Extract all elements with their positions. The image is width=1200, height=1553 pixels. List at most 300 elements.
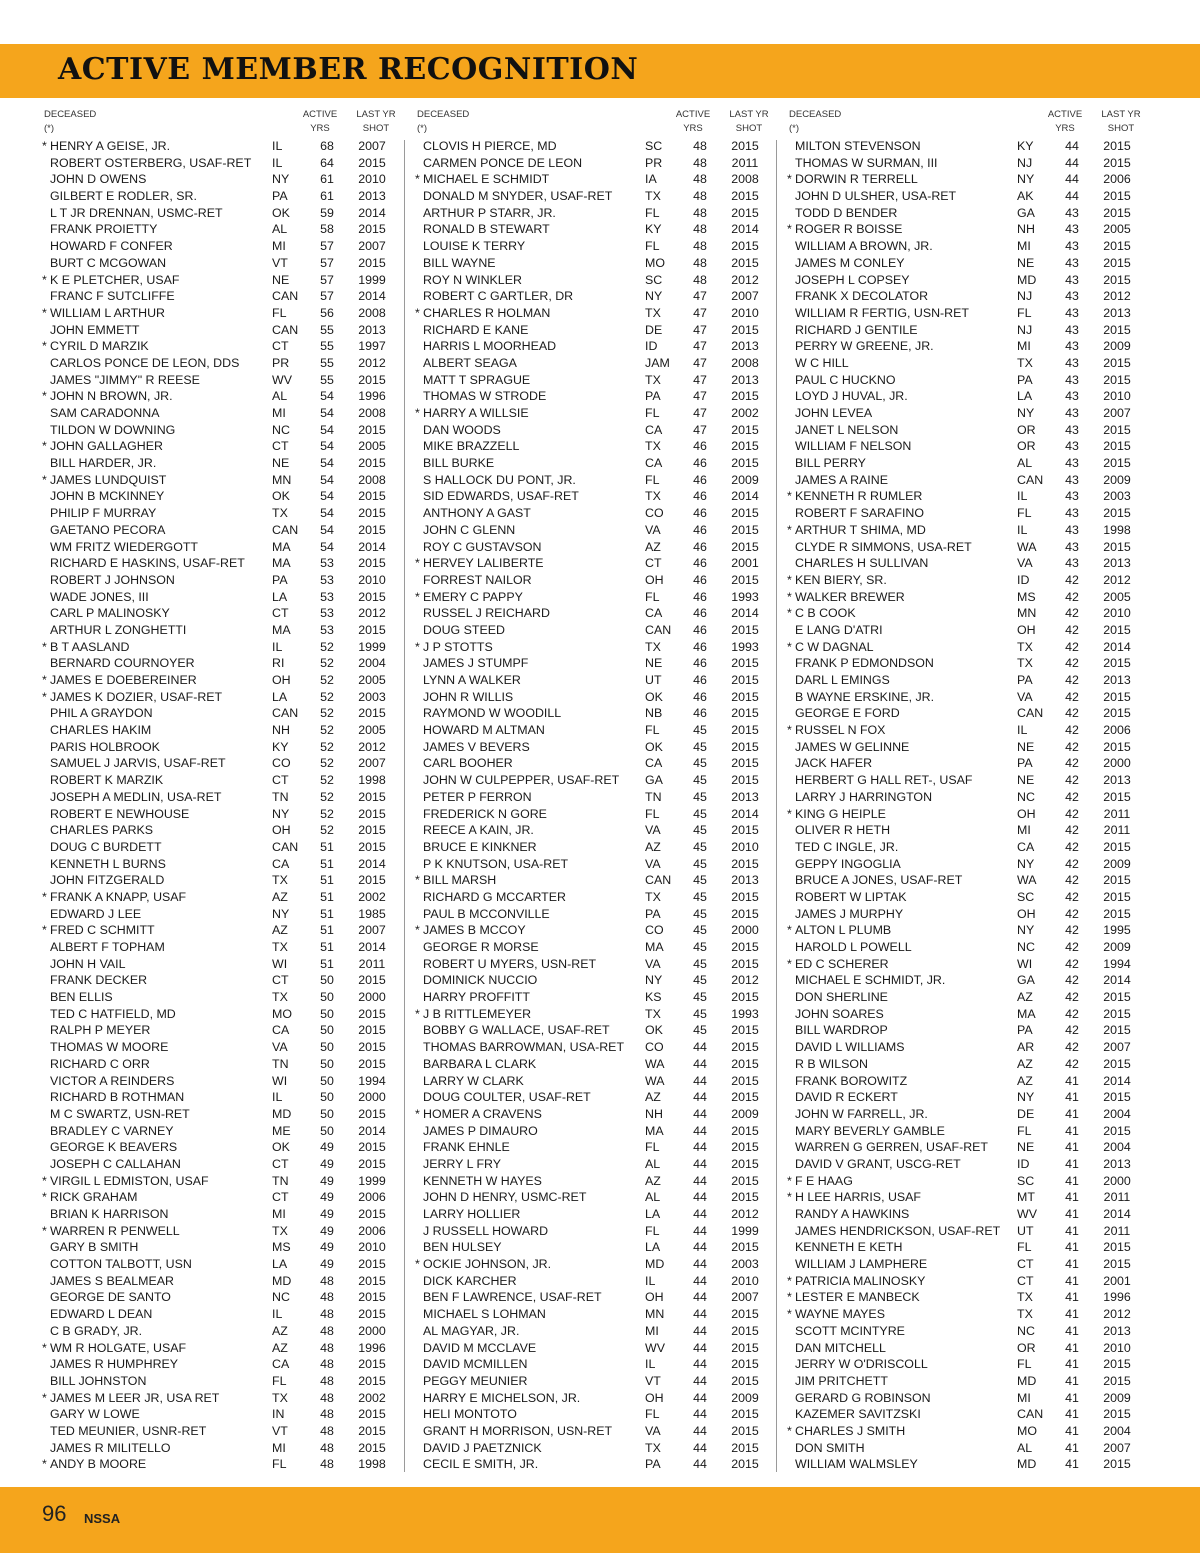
member-name: DAVID V GRANT, USCG-RET — [795, 1156, 961, 1171]
active-years: 46 — [693, 489, 707, 504]
member-state: OH — [1017, 806, 1036, 821]
table-row — [42, 822, 394, 839]
member-state: CA — [645, 756, 663, 771]
table-row — [42, 639, 394, 656]
column-divider — [404, 140, 405, 1472]
active-years: 54 — [320, 539, 334, 554]
member-state: GA — [1017, 973, 1035, 988]
member-name: FRANK BOROWITZ — [795, 1073, 908, 1088]
table-row — [415, 922, 767, 939]
table-row — [415, 1340, 767, 1357]
active-years: 45 — [693, 723, 707, 738]
member-state: CA — [1017, 839, 1035, 854]
active-years: 43 — [1065, 522, 1079, 537]
last-year-shot: 2012 — [358, 739, 386, 754]
table-row — [415, 705, 767, 722]
table-row — [787, 856, 1139, 873]
table-row — [42, 455, 394, 472]
active-years: 42 — [1065, 689, 1079, 704]
deceased-mark: * — [787, 489, 792, 504]
member-state: LA — [1017, 389, 1033, 404]
member-name: DORWIN R TERRELL — [795, 172, 918, 187]
member-name: THOMAS W SURMAN, III — [795, 155, 938, 170]
member-state: PA — [1017, 1023, 1033, 1038]
member-state: NY — [645, 973, 663, 988]
member-name: WILLIAM F NELSON — [795, 439, 912, 454]
member-name: THOMAS W STRODE — [423, 389, 547, 404]
table-row — [42, 1306, 394, 1323]
active-years: 41 — [1065, 1073, 1079, 1088]
member-name: RANDY A HAWKINS — [795, 1207, 910, 1221]
table-row — [415, 288, 767, 305]
member-name: JOHN W CULPEPPER, USAF-RET — [423, 773, 620, 788]
last-year-shot: 2014 — [1103, 1073, 1131, 1088]
last-year-shot: 2015 — [1103, 239, 1131, 254]
table-row — [787, 1406, 1139, 1423]
active-years: 44 — [693, 1040, 707, 1055]
member-name: RICHARD G MCCARTER — [423, 889, 566, 904]
member-state: NY — [1017, 172, 1035, 187]
active-years: 42 — [1065, 856, 1079, 871]
member-name: J P STOTTS — [423, 639, 493, 654]
last-year-shot: 2012 — [1103, 1307, 1131, 1322]
member-name: BILL BURKE — [423, 456, 495, 471]
active-years: 46 — [693, 522, 707, 537]
member-name: HELI MONTOTO — [423, 1407, 517, 1422]
active-years: 45 — [693, 990, 707, 1005]
active-years: 44 — [1065, 172, 1079, 187]
last-year-shot: 2015 — [1103, 656, 1131, 671]
member-state: KY — [272, 739, 289, 754]
last-year-shot: 2015 — [731, 656, 759, 671]
active-years: 50 — [320, 1056, 334, 1071]
last-year-shot: 2002 — [358, 889, 386, 904]
header-deceased: DECEASED — [44, 109, 97, 120]
last-year-shot: 2005 — [358, 673, 386, 687]
member-name: WM FRITZ WIEDERGOTT — [50, 539, 198, 554]
active-years: 61 — [320, 172, 334, 187]
last-year-shot: 2013 — [1103, 305, 1131, 320]
member-name: DON SHERLINE — [795, 990, 888, 1005]
member-name: OLIVER R HETH — [795, 823, 891, 838]
table-row — [787, 655, 1139, 672]
member-state: TX — [272, 873, 288, 888]
member-name: JOHN FITZGERALD — [50, 873, 165, 888]
last-year-shot: 1996 — [358, 1340, 386, 1355]
member-name: PATRICIA MALINOSKY — [795, 1273, 926, 1288]
table-row — [42, 672, 394, 689]
last-year-shot: 2015 — [731, 422, 759, 437]
last-year-shot: 1993 — [731, 589, 759, 604]
last-year-shot: 2015 — [358, 1207, 386, 1221]
member-name: DAN WOODS — [423, 422, 501, 437]
member-state: CT — [272, 1190, 289, 1205]
member-state: VT — [645, 1373, 661, 1388]
active-years: 42 — [1065, 773, 1079, 788]
member-name: CHARLES PARKS — [50, 823, 154, 838]
active-years: 48 — [320, 1290, 334, 1305]
table-row — [787, 956, 1139, 973]
member-name: JAMES LUNDQUIST — [50, 472, 167, 487]
table-row — [415, 388, 767, 405]
table-row — [415, 1156, 767, 1173]
member-state: CO — [645, 1040, 664, 1055]
member-name: ALBERT F TOPHAM — [50, 940, 165, 954]
member-state: AZ — [1017, 1073, 1033, 1088]
member-name: HARRY PROFFITT — [423, 990, 530, 1005]
deceased-mark: * — [415, 556, 420, 571]
member-name: JOHN EMMETT — [50, 322, 140, 337]
last-year-shot: 2015 — [731, 539, 759, 554]
deceased-mark: * — [415, 172, 420, 187]
member-state: FL — [645, 1223, 660, 1238]
last-year-shot: 2012 — [358, 355, 386, 370]
active-years: 46 — [693, 656, 707, 671]
member-state: AR — [1017, 1040, 1035, 1055]
member-state: FL — [645, 589, 660, 604]
member-name: HOMER A CRAVENS — [423, 1106, 542, 1121]
active-years: 42 — [1065, 973, 1079, 988]
last-year-shot: 2015 — [358, 1257, 386, 1272]
last-year-shot: 2015 — [358, 1357, 386, 1372]
table-row — [787, 372, 1139, 389]
last-year-shot: 2015 — [1103, 1357, 1131, 1372]
table-row — [415, 539, 767, 556]
active-years: 41 — [1065, 1440, 1079, 1455]
active-years: 43 — [1065, 406, 1079, 420]
header-last-yr: LAST YR — [1101, 109, 1141, 120]
member-state: MN — [1017, 606, 1037, 621]
table-row — [415, 1256, 767, 1273]
active-years: 44 — [693, 1073, 707, 1088]
active-years: 54 — [320, 406, 334, 420]
deceased-mark: * — [42, 1340, 47, 1355]
last-year-shot: 2000 — [358, 1323, 386, 1338]
member-name: CLOVIS H PIERCE, MD — [423, 139, 557, 153]
table-row — [415, 789, 767, 806]
member-name: CARL BOOHER — [423, 756, 513, 771]
member-name: KENNETH E KETH — [795, 1240, 903, 1255]
table-row — [42, 622, 394, 639]
member-state: WV — [272, 372, 292, 387]
active-years: 41 — [1065, 1373, 1079, 1388]
member-name: MIKE BRAZZELL — [423, 439, 520, 454]
member-state: AZ — [1017, 990, 1033, 1005]
last-year-shot: 2015 — [731, 439, 759, 454]
last-year-shot: 2015 — [358, 789, 386, 804]
member-state: TX — [645, 372, 661, 387]
deceased-mark: * — [787, 956, 792, 971]
last-year-shot: 2015 — [358, 1106, 386, 1121]
last-year-shot: 2015 — [1103, 355, 1131, 370]
member-name: HARRY A WILLSIE — [423, 406, 529, 420]
last-year-shot: 1998 — [358, 1457, 386, 1472]
member-state: MT — [1017, 1190, 1035, 1205]
active-years: 56 — [320, 305, 334, 320]
last-year-shot: 2010 — [1103, 1340, 1131, 1355]
member-name: TED MEUNIER, USNR-RET — [50, 1423, 207, 1438]
last-year-shot: 2004 — [1103, 1140, 1131, 1155]
last-year-shot: 2011 — [731, 155, 759, 170]
last-year-shot: 2001 — [1103, 1273, 1131, 1288]
table-row — [787, 1073, 1139, 1090]
table-row — [415, 1022, 767, 1039]
last-year-shot: 2015 — [1103, 873, 1131, 888]
active-years: 45 — [693, 906, 707, 921]
member-state: FL — [645, 1407, 660, 1422]
member-state: IN — [272, 1407, 285, 1422]
member-state: AK — [1017, 189, 1034, 204]
table-row — [42, 422, 394, 439]
deceased-mark: * — [787, 1290, 792, 1305]
last-year-shot: 1995 — [1103, 923, 1131, 938]
member-name: L T JR DRENNAN, USMC-RET — [50, 205, 223, 220]
member-state: WI — [272, 956, 288, 971]
active-years: 42 — [1065, 806, 1079, 821]
member-name: HERBERT G HALL RET-, USAF — [795, 773, 973, 788]
active-years: 44 — [693, 1357, 707, 1372]
last-year-shot: 1998 — [1103, 522, 1131, 537]
title-banner — [0, 44, 1200, 98]
table-row — [787, 1156, 1139, 1173]
table-row — [415, 155, 767, 172]
last-year-shot: 2007 — [358, 239, 386, 254]
member-name: MICHAEL S LOHMAN — [423, 1307, 546, 1322]
member-name: ROGER R BOISSE — [795, 222, 903, 237]
active-years: 44 — [693, 1140, 707, 1155]
table-row — [415, 906, 767, 923]
member-name: CLYDE R SIMMONS, USA-RET — [795, 539, 972, 554]
member-state: PA — [645, 389, 661, 404]
table-row — [415, 488, 767, 505]
member-state: NY — [1017, 923, 1035, 938]
member-name: JAMES M CONLEY — [795, 255, 905, 270]
table-row — [415, 589, 767, 606]
active-years: 46 — [693, 589, 707, 604]
member-name: PAUL B MCCONVILLE — [423, 906, 550, 921]
deceased-mark: * — [787, 172, 792, 187]
last-year-shot: 2015 — [358, 456, 386, 471]
member-name: TODD D BENDER — [795, 205, 898, 220]
last-year-shot: 2015 — [1103, 189, 1131, 204]
member-state: MI — [272, 239, 286, 254]
member-name: CECIL E SMITH, JR. — [423, 1457, 539, 1472]
member-state: CA — [272, 1357, 290, 1372]
member-state: FL — [645, 1140, 660, 1155]
active-years: 42 — [1065, 789, 1079, 804]
last-year-shot: 2008 — [358, 472, 386, 487]
table-row — [415, 622, 767, 639]
member-state: CO — [272, 756, 291, 771]
table-row — [42, 1273, 394, 1290]
member-name: SAMUEL J JARVIS, USAF-RET — [50, 756, 226, 771]
member-name: HERVEY LALIBERTE — [423, 556, 544, 571]
active-years: 44 — [693, 1056, 707, 1071]
table-row — [42, 1323, 394, 1340]
table-row — [42, 605, 394, 622]
table-row — [787, 1340, 1139, 1357]
table-row — [787, 472, 1139, 489]
active-years: 41 — [1065, 1223, 1079, 1238]
member-state: TN — [645, 789, 662, 804]
member-name: LOYD J HUVAL, JR. — [795, 389, 908, 404]
table-row — [787, 255, 1139, 272]
member-state: IL — [645, 1357, 656, 1372]
table-row — [42, 1223, 394, 1240]
active-years: 50 — [320, 1040, 334, 1055]
last-year-shot: 2014 — [358, 940, 386, 954]
member-state: WA — [1017, 873, 1037, 888]
member-name: BERNARD COURNOYER — [50, 656, 195, 671]
last-year-shot: 2015 — [1103, 255, 1131, 270]
member-state: VA — [645, 1423, 661, 1438]
active-years: 50 — [320, 990, 334, 1005]
active-years: 53 — [320, 606, 334, 621]
table-row — [42, 472, 394, 489]
deceased-mark: * — [787, 723, 792, 738]
last-year-shot: 2015 — [1103, 439, 1131, 454]
member-state: MI — [272, 1207, 286, 1221]
member-state: ID — [1017, 1156, 1030, 1171]
member-state: NB — [645, 706, 663, 721]
active-years: 50 — [320, 1006, 334, 1021]
member-name: GILBERT E RODLER, SR. — [50, 189, 197, 204]
last-year-shot: 2015 — [358, 1006, 386, 1021]
table-row — [42, 1173, 394, 1190]
member-state: KY — [645, 222, 662, 237]
active-years: 44 — [693, 1207, 707, 1221]
active-years: 44 — [693, 1390, 707, 1405]
active-years: 45 — [693, 923, 707, 938]
last-year-shot: 2002 — [731, 406, 759, 420]
member-state: CT — [272, 973, 289, 988]
last-year-shot: 2015 — [358, 1307, 386, 1322]
member-name: J RUSSELL HOWARD — [423, 1223, 549, 1238]
header-deceased-mark: (*) — [789, 123, 800, 134]
table-row — [42, 705, 394, 722]
active-years: 46 — [693, 539, 707, 554]
active-years: 47 — [693, 289, 707, 304]
table-row — [787, 155, 1139, 172]
member-state: IL — [272, 1307, 283, 1322]
active-years: 52 — [320, 773, 334, 788]
table-row — [787, 906, 1139, 923]
member-state: WA — [645, 1056, 665, 1071]
last-year-shot: 2015 — [1103, 1006, 1131, 1021]
active-years: 46 — [693, 639, 707, 654]
table-row — [42, 488, 394, 505]
active-years: 42 — [1065, 923, 1079, 938]
active-years: 51 — [320, 889, 334, 904]
last-year-shot: 2015 — [731, 1123, 759, 1138]
active-years: 52 — [320, 756, 334, 771]
last-year-shot: 2013 — [358, 189, 386, 204]
active-years: 42 — [1065, 756, 1079, 771]
table-row — [42, 438, 394, 455]
table-row — [42, 806, 394, 823]
member-name: REECE A KAIN, JR. — [423, 823, 534, 838]
last-year-shot: 2013 — [731, 339, 759, 354]
header-shot: SHOT — [362, 123, 390, 134]
member-state: VA — [645, 823, 661, 838]
member-state: TN — [272, 789, 289, 804]
table-row — [415, 171, 767, 188]
active-years: 52 — [320, 673, 334, 687]
active-years: 44 — [693, 1090, 707, 1105]
member-state: DE — [645, 322, 663, 337]
member-state: SC — [645, 272, 663, 287]
active-years: 47 — [693, 355, 707, 370]
member-state: MI — [1017, 1390, 1031, 1405]
member-name: DICK KARCHER — [423, 1273, 517, 1288]
last-year-shot: 2003 — [731, 1257, 759, 1272]
table-row — [42, 906, 394, 923]
last-year-shot: 2000 — [1103, 1173, 1131, 1188]
member-state: AL — [1017, 456, 1033, 471]
member-state: WI — [272, 1073, 288, 1088]
table-row — [415, 772, 767, 789]
table-row — [415, 872, 767, 889]
last-year-shot: 2015 — [731, 739, 759, 754]
last-year-shot: 2015 — [1103, 689, 1131, 704]
active-years: 46 — [693, 572, 707, 587]
member-state: DE — [1017, 1106, 1035, 1121]
last-year-shot: 2007 — [1103, 1040, 1131, 1055]
member-name: C B COOK — [795, 606, 856, 621]
last-year-shot: 2015 — [358, 372, 386, 387]
last-year-shot: 2001 — [731, 556, 759, 571]
member-name: JAMES R MILITELLO — [50, 1440, 171, 1455]
active-years: 51 — [320, 923, 334, 938]
member-state: AZ — [272, 923, 288, 938]
member-name: FORREST NAILOR — [423, 572, 532, 587]
active-years: 52 — [320, 823, 334, 838]
member-name: CARMEN PONCE DE LEON — [423, 155, 583, 170]
member-name: PHILIP F MURRAY — [50, 506, 157, 521]
member-name: WILLIAM L ARTHUR — [50, 305, 165, 320]
member-rows — [42, 138, 394, 1473]
table-row — [42, 221, 394, 238]
last-year-shot: 2011 — [358, 956, 386, 971]
active-years: 48 — [693, 239, 707, 254]
active-years: 45 — [693, 973, 707, 988]
deceased-mark: * — [42, 472, 47, 487]
last-year-shot: 2015 — [1103, 506, 1131, 521]
member-state: CO — [645, 923, 664, 938]
last-year-shot: 2010 — [358, 172, 386, 187]
active-years: 48 — [320, 1340, 334, 1355]
table-row — [787, 639, 1139, 656]
member-state: WA — [645, 1073, 665, 1088]
last-year-shot: 2015 — [358, 1273, 386, 1288]
member-state: MD — [645, 1257, 665, 1272]
member-state: AZ — [645, 1090, 661, 1105]
table-row — [787, 989, 1139, 1006]
active-years: 44 — [693, 1290, 707, 1305]
table-row — [415, 1356, 767, 1373]
member-name: PETER P FERRON — [423, 789, 532, 804]
member-name: BRUCE A JONES, USAF-RET — [795, 873, 963, 888]
last-year-shot: 2015 — [358, 1423, 386, 1438]
table-row — [415, 1373, 767, 1390]
member-name: OCKIE JOHNSON, JR. — [423, 1257, 552, 1272]
active-years: 57 — [320, 272, 334, 287]
member-name: RICHARD E HASKINS, USAF-RET — [50, 556, 245, 571]
member-name: JOSEPH A MEDLIN, USA-RET — [50, 789, 222, 804]
table-row — [415, 739, 767, 756]
last-year-shot: 2015 — [731, 1073, 759, 1088]
member-state: TX — [645, 489, 661, 504]
